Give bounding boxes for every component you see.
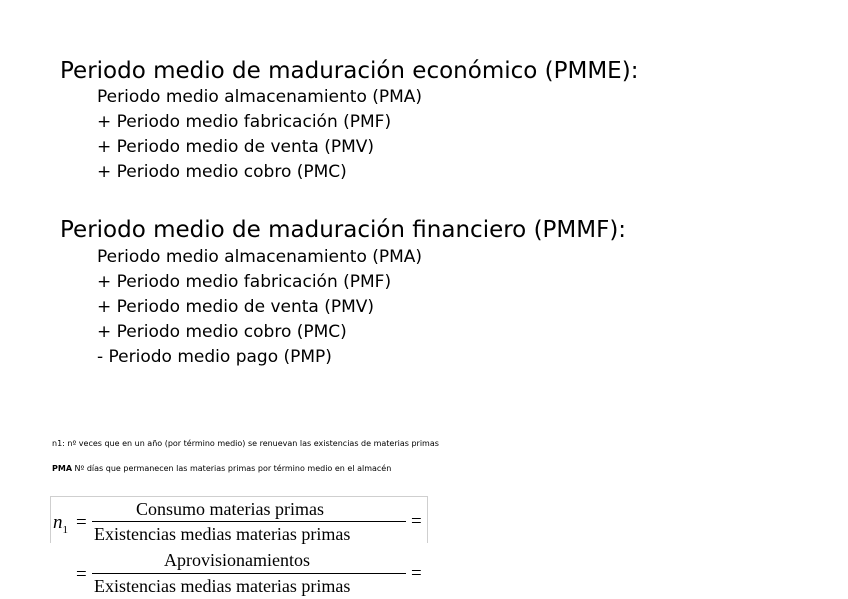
formula-eq-2: = <box>411 511 422 532</box>
formula-lhs-sub: 1 <box>62 523 68 536</box>
formula-lhs <box>53 513 68 536</box>
pmmf-item-pmp: - Periodo medio pago (PMP) <box>97 347 332 367</box>
pmme-item-pmv: + Periodo medio de venta (PMV) <box>97 137 375 157</box>
pmmf-item-pma: Periodo medio almacenamiento (PMA) <box>97 247 423 267</box>
formula-lhs-var: n <box>53 512 63 533</box>
pma-note-text: Nº días que permanecen las materias primas por término medio en el almacén <box>72 464 392 473</box>
formula-eq-1: = <box>76 512 87 533</box>
formula-eq-3: = <box>76 564 87 585</box>
pmmf-item-pmv: + Periodo medio de venta (PMV) <box>97 297 375 317</box>
pmmf-heading: Periodo medio de maduración financiero (PMMF): <box>60 217 627 243</box>
pmmf-item-pmc: + Periodo medio cobro (PMC) <box>97 322 347 342</box>
formula-row1-fraction-bar <box>92 521 406 522</box>
pmme-heading: Periodo medio de maduración económico (PMME): <box>60 58 639 84</box>
pmme-item-pmf: + Periodo medio fabricación (PMF) <box>97 112 392 132</box>
n1-note: n1: nº veces que en un año (por término medio) se renuevan las existencias de materias primas <box>52 439 439 448</box>
pma-note-label: PMA <box>52 464 73 473</box>
formula-row1-numerator: Consumo materias primas <box>136 499 324 519</box>
pmme-item-pmc: + Periodo medio cobro (PMC) <box>97 162 347 182</box>
formula-row2-numerator: Aprovisionamientos <box>164 550 310 570</box>
pmme-item-pma: Periodo medio almacenamiento (PMA) <box>97 87 423 107</box>
formula-row1-denominator: Existencias medias materias primas <box>94 524 351 544</box>
pma-note <box>52 465 391 473</box>
formula-row2-denominator: Existencias medias materias primas <box>94 576 351 596</box>
pmmf-item-pmf: + Periodo medio fabricación (PMF) <box>97 272 392 292</box>
formula-row2-fraction-bar <box>92 573 406 574</box>
formula-eq-4: = <box>411 563 422 584</box>
